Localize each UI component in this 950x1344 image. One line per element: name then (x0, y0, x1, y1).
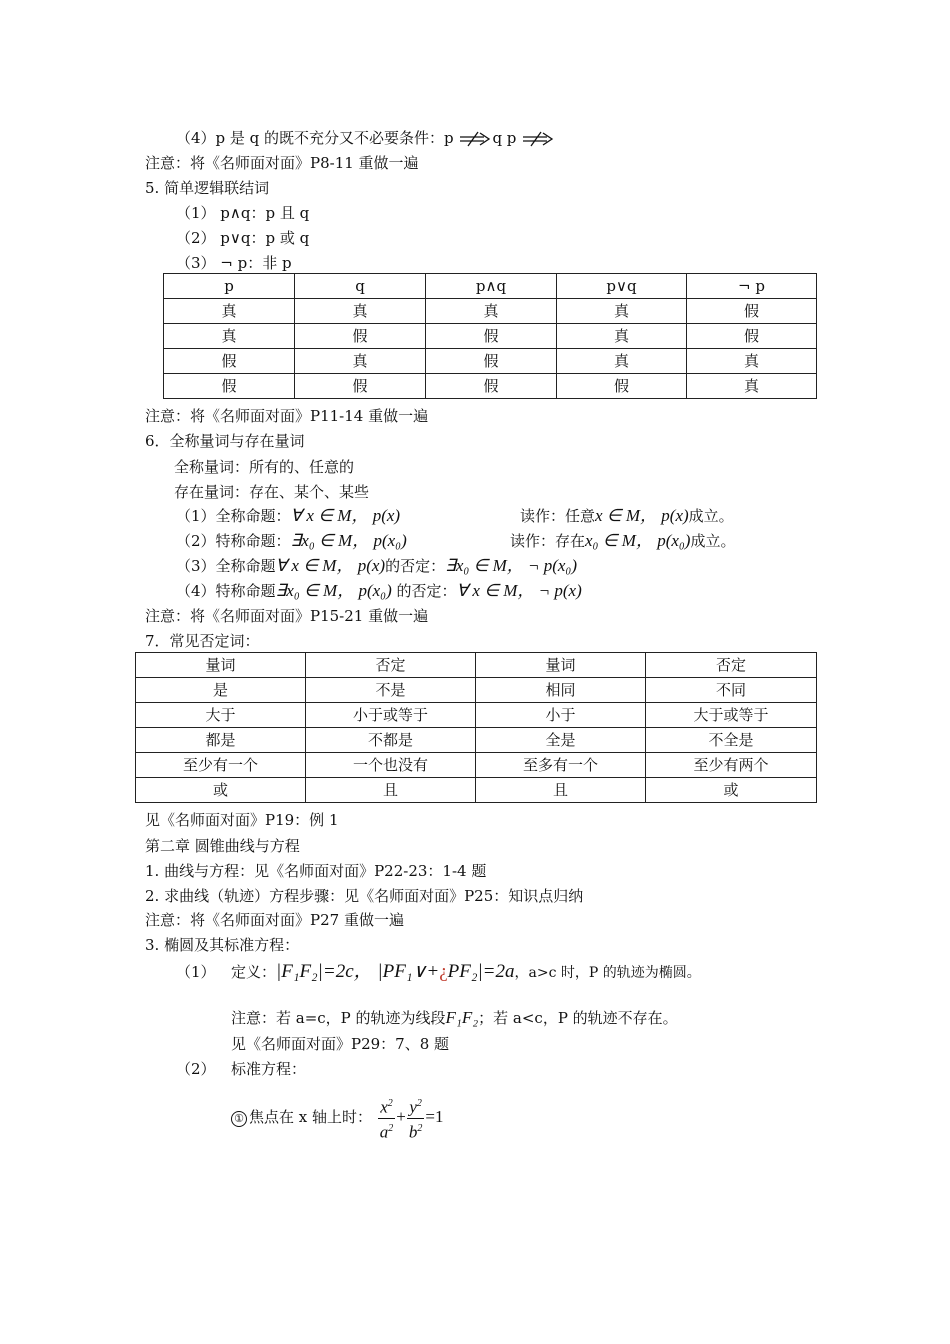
table-cell: 真 (687, 349, 817, 374)
reading-label: 读作：任意 (520, 507, 596, 525)
condition-line (176, 128, 555, 148)
table-cell: 真 (557, 299, 687, 324)
table-cell: 相同 (476, 678, 646, 703)
formula: F₁F₂ (445, 1008, 479, 1027)
reference-line: 见《名师面对面》P19：例 1 (145, 811, 339, 829)
header-cell: 量词 (476, 653, 646, 678)
connective-or: （2） p∨q：p 或 q (176, 229, 310, 247)
table-cell: 是 (136, 678, 306, 703)
table-cell: 假 (164, 374, 295, 399)
fraction-x: $\frac{x^2}{a^2}$ (378, 1094, 396, 1142)
condition-mid: q p (492, 129, 522, 147)
note-line: 注意：将《名师面对面》P27 重做一遍 (145, 911, 404, 929)
list-item: 1. 曲线与方程：见《名师面对面》P22-23：1-4 题 (145, 862, 487, 880)
table-row (164, 324, 817, 349)
header-cell: p∧q (426, 274, 557, 299)
item-label: （2） (176, 1060, 216, 1078)
table-cell: 小于或等于 (306, 703, 476, 728)
universal-reading (520, 506, 734, 526)
table-cell: 全是 (476, 728, 646, 753)
table-cell: 或 (646, 778, 817, 803)
table-cell: 真 (557, 324, 687, 349)
reference-line: 见《名师面对面》P29：7、8 题 (231, 1035, 450, 1053)
formula: x ∈ M， p(x) (595, 506, 689, 525)
table-cell: 假 (426, 349, 557, 374)
formula: ∀ x ∈ M， p(x) (290, 506, 401, 525)
truth-table (163, 273, 817, 399)
table-cell: 假 (687, 299, 817, 324)
note-line: 注意：将《名师面对面》P8-11 重做一遍 (145, 154, 419, 172)
note-text: 注意：若 a=c，P 的轨迹为线段 (231, 1009, 446, 1027)
table-row (164, 349, 817, 374)
table-cell: 一个也没有 (306, 753, 476, 778)
reading-tail: 成立。 (690, 532, 736, 550)
definition-note (231, 1008, 678, 1028)
formula: |PF₁∨+ (377, 961, 440, 982)
definition-tail: ，a>c 时，P 的轨迹为椭圆。 (514, 965, 701, 981)
ellipse-standard-equation: ① 焦点在 x 轴上时： $\frac{x^2}{a^2}$ + $\frac{y^2}{b^2}$ =1 (231, 1094, 443, 1142)
table-header-row (164, 274, 817, 299)
table-cell: 假 (687, 324, 817, 349)
header-cell: q (295, 274, 426, 299)
table-cell: 假 (164, 349, 295, 374)
ellipse-definition (231, 962, 701, 983)
header-cell: 否定 (306, 653, 476, 678)
table-cell: 假 (295, 374, 426, 399)
section-title: 7．常见否定词： (145, 632, 260, 650)
header-cell: p∨q (557, 274, 687, 299)
negation-label: 的否定： (385, 557, 446, 575)
table-row (136, 753, 817, 778)
universal-proposition (176, 506, 400, 526)
negation-table (135, 652, 817, 803)
item-label: （2）特称命题： (176, 532, 291, 550)
existential-proposition (176, 531, 407, 551)
table-cell: 真 (295, 349, 426, 374)
standard-equation-title: 标准方程： (231, 1060, 307, 1078)
table-cell: 假 (295, 324, 426, 349)
equation-tail: =1 (425, 1107, 444, 1127)
not-implies-back-icon (521, 131, 555, 147)
table-row (164, 299, 817, 324)
formula-artifact: ¿ (439, 961, 448, 982)
item-label: （1） (176, 963, 216, 981)
formula: ∃x₀ ∈ M， p(x₀) (275, 581, 392, 600)
chapter-title: 第二章 圆锥曲线与方程 (145, 837, 300, 855)
not-implies-icon (458, 131, 492, 147)
item-label: （3）全称命题 (176, 557, 276, 575)
list-item: 2. 求曲线（轨迹）方程步骤：见《名师面对面》P25：知识点归纳 (145, 887, 584, 905)
formula: PF₂|=2a (447, 961, 515, 982)
table-cell: 假 (426, 374, 557, 399)
note-line: 注意：将《名师面对面》P15-21 重做一遍 (145, 607, 429, 625)
table-cell: 且 (306, 778, 476, 803)
header-cell: p (164, 274, 295, 299)
table-cell: 不都是 (306, 728, 476, 753)
table-cell: 至多有一个 (476, 753, 646, 778)
table-row (136, 678, 817, 703)
table-cell: 不是 (306, 678, 476, 703)
table-cell: 或 (136, 778, 306, 803)
table-cell: 真 (164, 324, 295, 349)
condition-text: （4）p 是 q 的既不充分又不必要条件：p (176, 129, 459, 147)
equation-label: 焦点在 x 轴上时： (249, 1108, 372, 1127)
table-cell: 真 (426, 299, 557, 324)
existential-reading (510, 531, 735, 551)
table-cell: 不全是 (646, 728, 817, 753)
table-cell: 都是 (136, 728, 306, 753)
formula: x₀ ∈ M， p(x₀) (585, 531, 691, 550)
table-cell: 不同 (646, 678, 817, 703)
table-row (136, 728, 817, 753)
circled-one-icon: ① (231, 1111, 247, 1127)
universal-quantifiers: 全称量词：所有的、任意的 (174, 458, 355, 476)
table-cell: 至少有两个 (646, 753, 817, 778)
universal-negation (176, 556, 577, 576)
note-text: ；若 a<c，P 的轨迹不存在。 (478, 1009, 678, 1027)
reading-label: 读作：存在 (510, 532, 586, 550)
table-row (136, 778, 817, 803)
existential-quantifiers: 存在量词：存在、某个、某些 (174, 483, 370, 501)
table-cell: 假 (557, 374, 687, 399)
item-label: （1）全称命题： (176, 507, 291, 525)
header-cell: ¬ p (687, 274, 817, 299)
header-cell: 否定 (646, 653, 817, 678)
table-row (136, 703, 817, 728)
header-cell: 量词 (136, 653, 306, 678)
formula: ∃x₀ ∈ M， p(x₀) (290, 531, 407, 550)
table-cell: 真 (295, 299, 426, 324)
table-cell: 小于 (476, 703, 646, 728)
table-row (164, 374, 817, 399)
formula: ∀ x ∈ M， ¬ p(x) (456, 581, 582, 600)
section-title: 6．全称量词与存在量词 (145, 432, 305, 450)
note-line: 注意：将《名师面对面》P11-14 重做一遍 (145, 407, 429, 425)
formula: ∃x₀ ∈ M， ¬ p(x₀) (445, 556, 577, 575)
table-header-row (136, 653, 817, 678)
existential-negation (176, 581, 582, 601)
table-cell: 且 (476, 778, 646, 803)
reading-tail: 成立。 (688, 507, 734, 525)
table-cell: 大于或等于 (646, 703, 817, 728)
table-cell: 至少有一个 (136, 753, 306, 778)
table-cell: 真 (164, 299, 295, 324)
fraction-y: $\frac{y^2}{b^2}$ (407, 1094, 425, 1142)
definition-label: 定义： (231, 963, 277, 981)
list-item: 3. 椭圆及其标准方程： (145, 936, 300, 954)
negation-label: 的否定： (391, 582, 457, 600)
table-cell: 真 (557, 349, 687, 374)
item-label: （4）特称命题 (176, 582, 276, 600)
formula: ∀ x ∈ M， p(x) (275, 556, 386, 575)
formula: |F₁F₂|=2c， (276, 961, 373, 982)
section-title: 5. 简单逻辑联结词 (145, 179, 270, 197)
table-cell: 大于 (136, 703, 306, 728)
connective-and: （1） p∧q：p 且 q (176, 204, 310, 222)
table-cell: 真 (687, 374, 817, 399)
connective-not: （3） ¬ p：非 p (176, 254, 292, 272)
table-cell: 假 (426, 324, 557, 349)
